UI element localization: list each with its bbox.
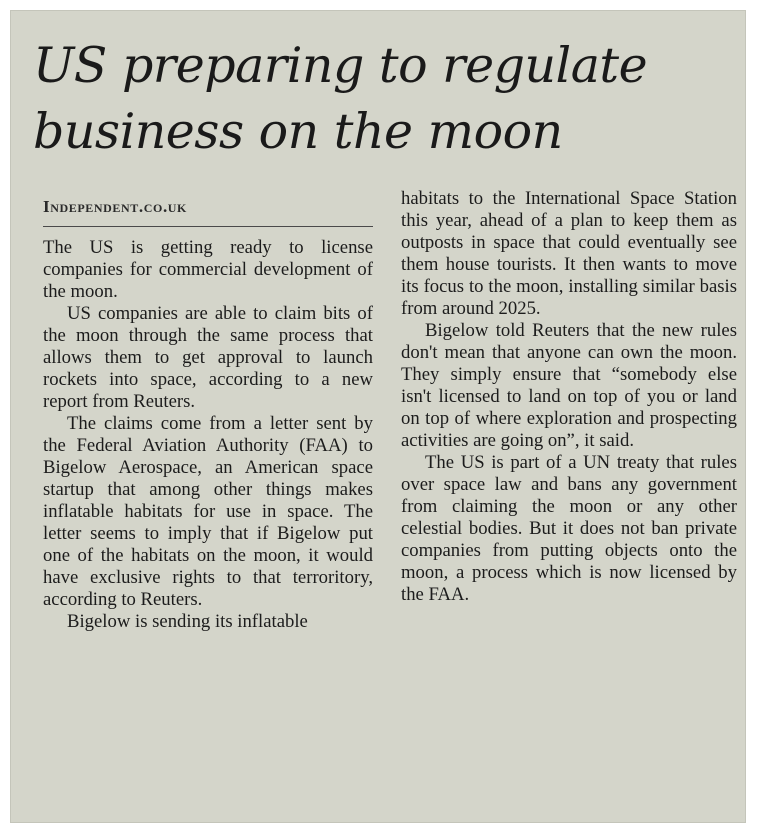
newspaper-clipping bbox=[10, 10, 746, 823]
paragraph: Bigelow told Reuters that the new rules don't mean that anyone can own the moon. They simply ensure that “somebody else isn't licensed to land on top of you or land on top of where exploration and prospecting activities are going on”, it said. bbox=[401, 320, 737, 451]
right-column bbox=[401, 188, 737, 633]
headline: US preparing to regulate business on the moon bbox=[33, 37, 648, 160]
left-column bbox=[43, 196, 373, 633]
paragraph: The US is part of a UN treaty that rules over space law and bans any government from claiming the moon or any other celestial bodies. But it does not ban private companies from putting objects onto the moon, a process which is now licensed by the FAA. bbox=[401, 452, 737, 605]
source-credit: Independent.co.uk bbox=[43, 196, 373, 227]
paragraph: US companies are able to claim bits of the moon through the same process that allows them to get approval to launch rockets into space, according to a new report from Reuters. bbox=[43, 303, 373, 412]
paragraph: The US is getting ready to license companies for commercial development of the moon. bbox=[43, 237, 373, 302]
paragraph: habitats to the International Space Station this year, ahead of a plan to keep them as outposts in space that could eventually see them house tourists. It then wants to move its focus to the moon, installing similar basis from around 2025. bbox=[401, 188, 737, 319]
paragraph: The claims come from a letter sent by the Federal Aviation Authority (FAA) to Bigelow Aerospace, an American space startup that among other things makes inflatable habitats for use in space. The letter seems to imply that if Bigelow put one of the habitats on the moon, it would have exclusive rights to that terroritory, according to Reuters. bbox=[43, 413, 373, 610]
article-body bbox=[43, 188, 737, 633]
paragraph: Bigelow is sending its inflatable bbox=[67, 611, 308, 632]
